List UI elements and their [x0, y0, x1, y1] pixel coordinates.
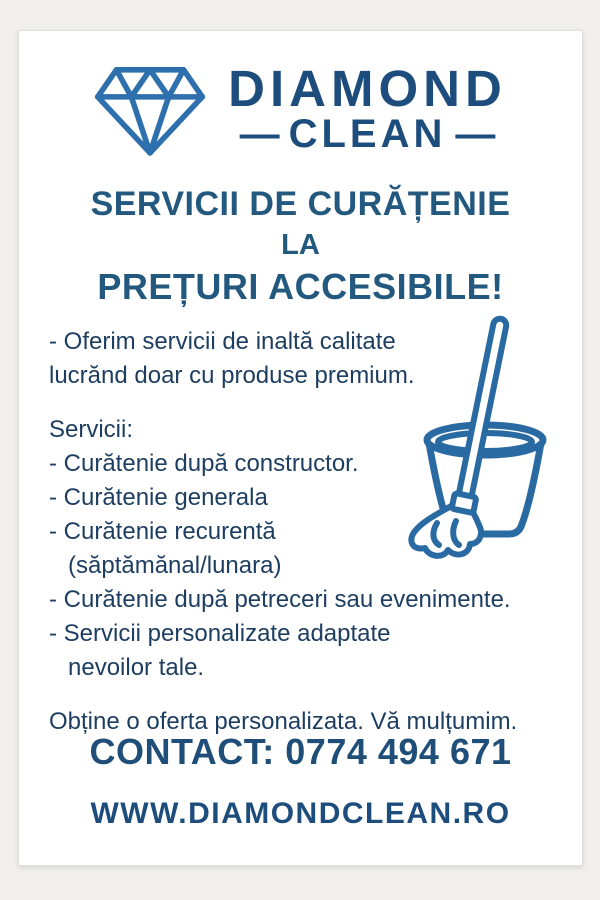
outro-line: Obține o oferta personalizata. Vă mulțumim. — [49, 708, 518, 735]
flyer-card — [18, 30, 583, 866]
headline-line-1: SERVICII DE CURĂȚENIE — [90, 185, 511, 223]
dash-left: — — [239, 112, 280, 156]
brand-name-top: DIAMOND — [228, 60, 507, 117]
intro-paragraph — [49, 325, 569, 393]
diamond-icon — [94, 59, 206, 159]
intro-line-2: lucrănd doar cu produse premium. — [49, 362, 415, 389]
logo — [19, 59, 582, 159]
intro-line-1: - Oferim servicii de inaltă calitate — [49, 328, 396, 355]
service-item: - Curătenie după petreceri sau evenimente. — [49, 586, 511, 613]
service-item: - Curătenie după constructor. — [49, 450, 359, 477]
headline-line-3: PREȚURI ACCESIBILE! — [97, 266, 504, 307]
website-url: WWW.DIAMONDCLEAN.RO — [90, 797, 511, 830]
body-copy — [49, 325, 569, 738]
services-list — [49, 447, 569, 685]
contact-phone: CONTACT: 0774 494 671 — [89, 731, 512, 772]
dash-right: — — [455, 112, 496, 156]
headline-line-2: LA — [281, 229, 320, 261]
logo-wordmark — [228, 60, 507, 156]
service-item: - Curătenie generala — [49, 484, 268, 511]
services-label: Servicii: — [49, 416, 134, 443]
brand-name-bottom — [240, 113, 496, 155]
headline — [19, 183, 582, 309]
service-item-continuation: nevoilor tale. — [68, 654, 205, 681]
brand-name-bottom-text: CLEAN — [288, 112, 447, 156]
service-item: - Servicii personalizate adaptate — [49, 620, 391, 647]
service-item-continuation: (săptămănal/lunara) — [68, 552, 282, 579]
service-item: - Curătenie recurentă — [49, 518, 276, 545]
